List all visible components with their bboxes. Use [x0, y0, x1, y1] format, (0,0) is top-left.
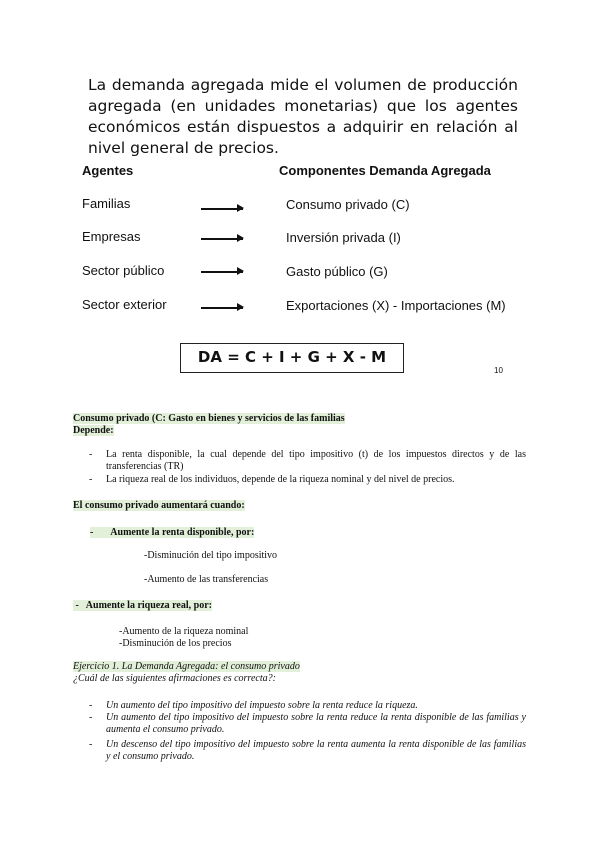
header-components: Componentes Demanda Agregada — [279, 163, 491, 178]
depende-label — [73, 425, 114, 437]
agent-row-4: Sector exterior — [82, 297, 167, 312]
arrow-icon — [201, 271, 243, 273]
bullet-text: La renta disponible, la cual depende del tipo impositivo (t) de los impuestos directos y de las transferencias (TR) — [106, 449, 526, 472]
option-text: Un descenso del tipo impositivo del impuesto sobre la renta aumenta la renta disponible de las familias y el consumo privado. — [106, 739, 526, 762]
arrow-icon — [201, 307, 243, 309]
bullet-text: La riqueza real de los individuos, depende de la riqueza nominal y del nivel de precios. — [106, 474, 455, 485]
consumo-title-text: Consumo privado (C: Gasto en bienes y servicios de las familias — [73, 413, 345, 424]
formula-box: DA = C + I + G + X - M — [180, 343, 404, 373]
list-item: - Un descenso del tipo impositivo del impuesto sobre la renta aumenta la renta disponible de las familias y el consumo privado. — [89, 739, 526, 762]
renta-item-1: -Disminución del tipo impositivo — [144, 550, 278, 561]
component-row-1: Consumo privado (C) — [286, 197, 410, 212]
list-item: - La riqueza real de los individuos, depende de la riqueza nominal y del nivel de precios. — [89, 474, 455, 485]
renta-item-2: -Aumento de las transferencias — [144, 574, 269, 585]
ejercicio-question: ¿Cuál de las siguientes afirmaciones es correcta?: — [73, 673, 276, 684]
list-item: - Un aumento del tipo impositivo del impuesto sobre la renta reduce la riqueza. — [89, 700, 418, 711]
consumo-title — [73, 413, 345, 425]
riqueza-heading-text: Aumente la riqueza real, por: — [85, 600, 212, 611]
riqueza-item-2: -Disminución de los precios — [119, 638, 232, 649]
component-row-4: Exportaciones (X) - Importaciones (M) — [286, 298, 506, 313]
aumentara-text: El consumo privado aumentará cuando: — [73, 500, 245, 511]
renta-heading: - Aumente la renta disponible, por: — [90, 527, 255, 538]
agent-row-3: Sector público — [82, 263, 165, 278]
header-agents: Agentes — [82, 163, 134, 178]
depende-text: Depende: — [73, 425, 114, 436]
component-row-3: Gasto público (G) — [286, 264, 388, 279]
ejercicio-title — [73, 661, 300, 673]
list-item: - La renta disponible, la cual depende del tipo impositivo (t) de los impuestos directos y de las transferencias (TR) — [89, 449, 526, 472]
component-row-2: Inversión privada (I) — [286, 230, 401, 245]
page-number: 10 — [494, 366, 503, 375]
intro-paragraph: La demanda agregada mide el volumen de producción agregada (en unidades monetarias) que los agentes económicos están dispuestos a adquirir en relación al nivel general de precios. — [88, 76, 518, 157]
ejercicio-title-text: Ejercicio 1. La Demanda Agregada: el consumo privado — [73, 661, 300, 672]
arrow-icon — [201, 208, 243, 210]
arrow-icon — [201, 238, 243, 240]
renta-heading-text: Aumente la renta disponible, por: — [110, 527, 255, 538]
riqueza-heading: - Aumente la riqueza real, por: — [73, 600, 212, 611]
riqueza-item-1: -Aumento de la riqueza nominal — [119, 626, 249, 637]
option-text: Un aumento del tipo impositivo del impuesto sobre la renta reduce la riqueza. — [106, 700, 418, 711]
agent-row-2: Empresas — [82, 229, 141, 244]
aumentara-heading — [73, 500, 245, 512]
list-item: - Un aumento del tipo impositivo del impuesto sobre la renta reduce la renta disponible de las familias y aumenta el consumo privado. — [89, 712, 526, 735]
option-text: Un aumento del tipo impositivo del impuesto sobre la renta reduce la renta disponible de las familias y aumenta el consumo privado. — [106, 712, 526, 735]
agent-row-1: Familias — [82, 196, 131, 211]
